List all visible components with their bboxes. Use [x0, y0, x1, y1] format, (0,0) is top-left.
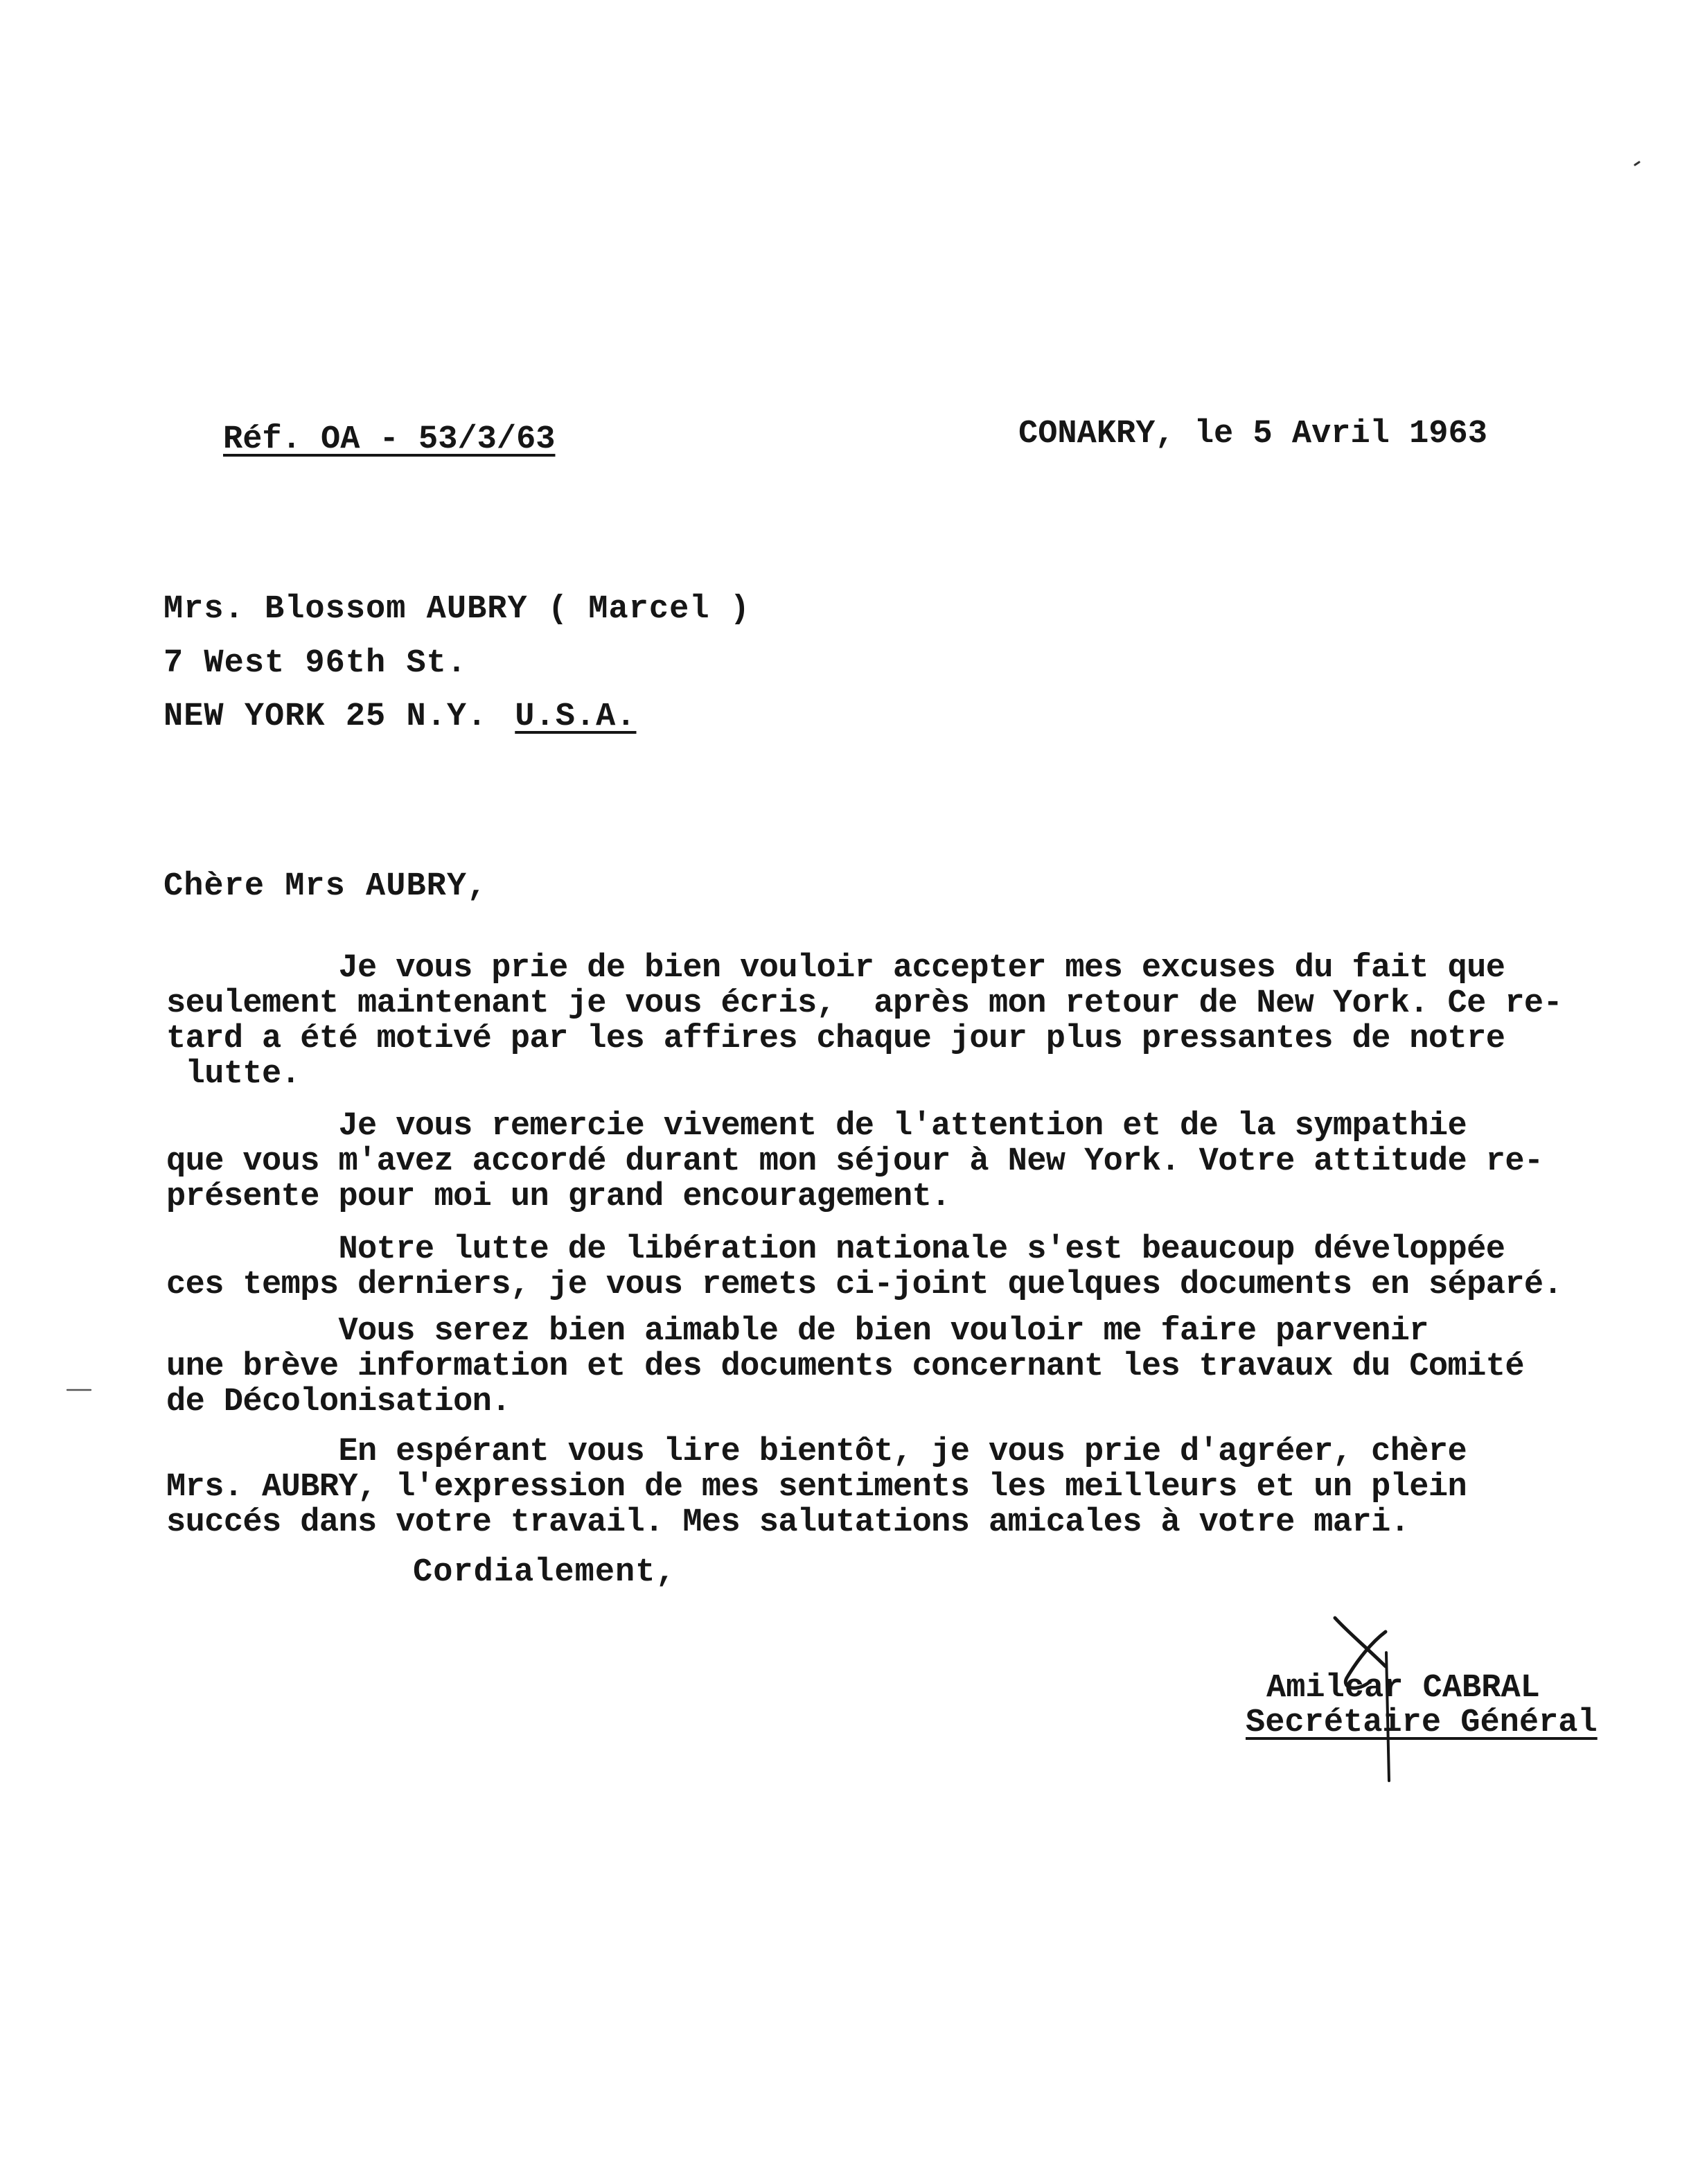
salutation: Chère Mrs AUBRY,	[163, 868, 488, 905]
recipient-country: U.S.A.	[515, 698, 637, 735]
handwritten-signature-mark	[1320, 1611, 1410, 1784]
body-paragraph-3: Notre lutte de libération nationale s'est beaucoup développée ces temps derniers, je vous remets ci-joint quelques documents en séparé.	[166, 1231, 1563, 1303]
body-paragraph-4: Vous serez bien aimable de bien vouloir me faire parvenir une brève information et des documents concernant les travaux du Comité de Décolonisation.	[166, 1313, 1524, 1420]
body-paragraph-1: Je vous prie de bien vouloir accepter mes excuses du fait que seulement maintenant je vous écris, après mon retour de New York. Ce re- tard a été motivé par les affires chaque jour plus pressantes de notre lutte.	[166, 950, 1563, 1093]
body-paragraph-5: En espérant vous lire bientôt, je vous prie d'agréer, chère Mrs. AUBRY, l'expression de mes sentiments les meilleurs et un plein succés dans votre travail. Mes salutations amicales à votre mari.	[166, 1434, 1467, 1541]
recipient-city-line	[163, 700, 637, 734]
reference-number: Réf. OA - 53/3/63	[223, 421, 556, 458]
recipient-street: 7 West 96th St.	[163, 645, 468, 682]
corner-dot-mark	[1634, 161, 1640, 166]
recipient-city: NEW YORK 25 N.Y.	[163, 698, 488, 735]
recipient-name: Mrs. Blossom AUBRY ( Marcel )	[163, 591, 750, 628]
signatory-name: Amilcar CABRAL	[1266, 1670, 1540, 1707]
dateline: CONAKRY, le 5 Avril 1963	[1018, 416, 1487, 452]
margin-dash-mark	[67, 1388, 91, 1392]
body-paragraph-2: Je vous remercie vivement de l'attention et de la sympathie que vous m'avez accordé durant mon séjour à New York. Votre attitude re- présente pour moi un grand encouragement.	[166, 1108, 1544, 1215]
signatory-title: Secrétaire Général	[1246, 1705, 1598, 1741]
closing: Cordialement,	[413, 1554, 676, 1591]
